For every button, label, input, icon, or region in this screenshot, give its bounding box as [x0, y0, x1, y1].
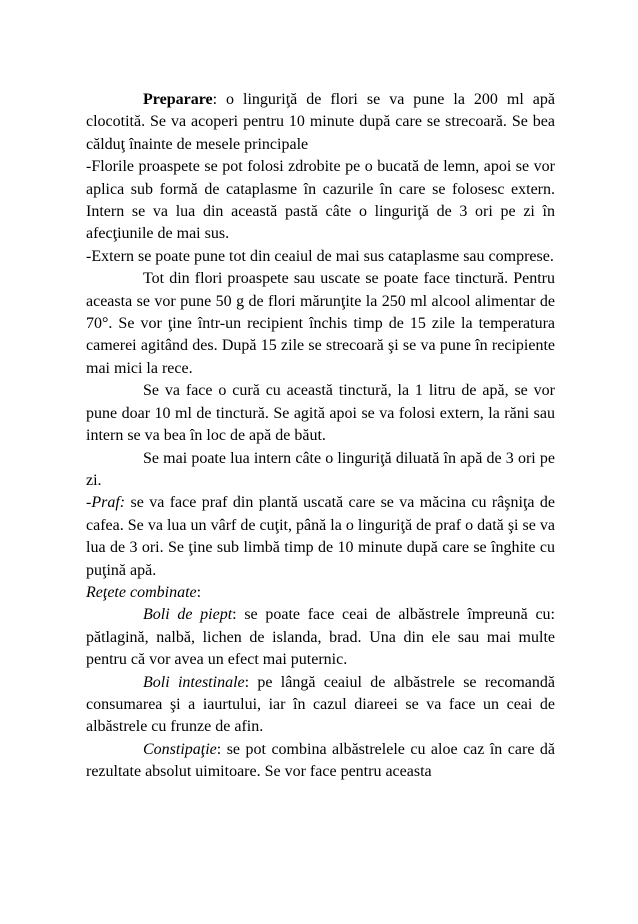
chest-diseases-label: Boli de piept [143, 606, 233, 624]
constipation-label: Constipaţie [143, 740, 217, 758]
constipation-text: : se pot combina albăstrelele cu aloe caz în care dă rezultate absolut uimitoare. Se vor face pentru aceasta [86, 740, 555, 781]
paragraph-internal-dose: Se mai poate lua intern câte o linguriţă diluată în apă de 3 ori pe zi. [86, 449, 555, 489]
powder-text: se va face praf din plantă uscată care se va măcina cu râşniţa de cafea. Se va lua un vârf de cuţit, până la o linguriţă de praf o dată şi se va lua de 3 ori. Se ţine sub limbă timp de 10 minute după care se înghite cu puţină apă. [86, 494, 555, 579]
paragraph-intestinal-diseases [86, 672, 555, 739]
paragraph-tincture: Tot din flori proaspete sau uscate se poate face tinctură. Pentru aceasta se vor pune 50 g de flori mărunţite la 250 ml alcool alimentar de 70°. Se vor ţine într-un recipient închis timp de 15 zile la temperatura camerei agitând des. După 15 zile se strecoară şi se va pune în recipiente mai mici la rece. [86, 270, 555, 377]
paragraph-preparare [86, 89, 555, 156]
paragraph-constipation [86, 739, 555, 784]
powder-prefix: - [86, 494, 92, 512]
paragraph-combined-recipes [86, 582, 555, 604]
document-page [86, 89, 555, 784]
chest-diseases-text: : se poate face ceai de albăstrele împreună cu: pătlagină, nalbă, lichen de islanda, brad. Una din ele sau mai multe pentru că vor avea un efect mai puternic. [86, 606, 555, 669]
preparare-label: Preparare [143, 91, 213, 108]
paragraph-powder [86, 492, 555, 582]
paragraph-fresh-flowers: -Florile proaspete se pot folosi zdrobite pe o bucată de lemn, apoi se vor aplica sub formă de cataplasme în cazurile în care se folosesc extern. Intern se va lua din această pastă câte o linguriţă de 3 ori pe zi în afecţiunile de mai sus. [86, 158, 555, 243]
combined-recipes-label: Reţete combinate [86, 583, 197, 601]
intestinal-diseases-label: Boli intestinale [143, 673, 245, 691]
paragraph-external-use: -Extern se poate pune tot din ceaiul de mai sus cataplasme sau comprese. [86, 247, 554, 265]
paragraph-cure: Se va face o cură cu această tinctură, la 1 litru de apă, se vor pune doar 10 ml de tinctură. Se agită apoi se va folosi extern, la răni sau intern se va bea în loc de apă de băut. [86, 382, 555, 445]
preparare-text: : o linguriţă de flori se va pune la 200 ml apă clocotită. Se va acoperi pentru 10 minute după care se strecoară. Se bea călduţ înainte de mesele principale [86, 91, 555, 153]
intestinal-diseases-text: : pe lângă ceaiul de albăstrele se recomandă consumarea şi a iaurtului, iar în cazul diareei se va face un ceai de albăstrele cu frunze de afin. [86, 673, 555, 736]
powder-label: Praf: [91, 494, 126, 512]
paragraph-chest-diseases [86, 604, 555, 671]
combined-recipes-colon: : [196, 583, 202, 601]
